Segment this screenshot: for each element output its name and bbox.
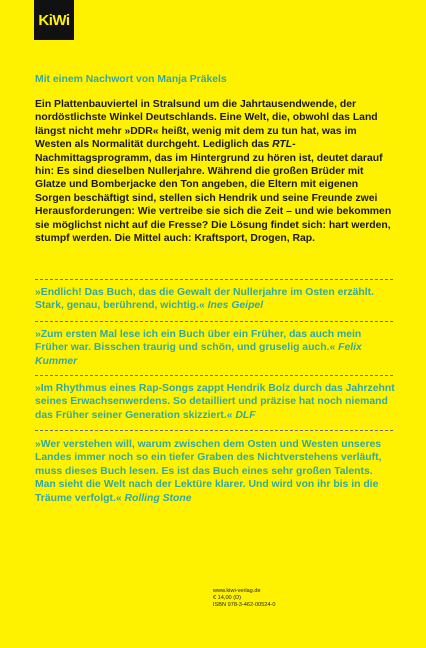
review-quote [35, 328, 395, 368]
quote-text: »Endlich! Das Buch, das die Gewalt der Nullerjahre im Osten erzählt. Stark, genau, berührend, wichtig.« [35, 287, 374, 312]
imprint [213, 588, 276, 610]
blurb-rtl: RTL [272, 139, 293, 151]
divider [35, 430, 393, 432]
blurb-text-2: -Nachmittagsprogramm, das im Hintergrund zu hören ist, deutet darauf hin: Es sind dieselben Nullerjahre. Während die großen Brüder mit Glatze und Bomberjacke den Ton angeben, die Eltern mit eigenen Sorgen beschäftigt sind, stellen sich Hendrik und seine Freunde zwei Herausforderungen: Wie vertreibe sie sich die Zeit – und wie bekommen sie möglichst nicht auf die Fresse? Die Lösung findet sich: hart werden, stumpf werden. Die Mittel auch: Kraftsport, Drogen, Rap. [35, 139, 392, 245]
quote-source: Rolling Stone [124, 492, 192, 504]
publisher-logo: KiWi [34, 0, 74, 40]
divider [35, 375, 393, 377]
afterword-note: Mit einem Nachwort von Manja Präkels [35, 74, 227, 85]
review-quote [35, 286, 395, 313]
quote-source: DLF [235, 409, 256, 421]
quote-text: »Zum ersten Mal lese ich ein Buch über ein Früher, das auch mein Früher war. Bisschen traurig und schön, und gruselig auch.« [35, 329, 362, 354]
barcode-area [282, 594, 394, 640]
review-quote [35, 438, 395, 505]
price: € 14,00 (D) [213, 595, 241, 602]
divider [35, 279, 393, 281]
review-quote [35, 382, 395, 422]
blurb-text-1: Ein Plattenbauviertel in Stralsund um die Jahrtausendwende, der nordöstlichste Winkel Deutschlands. Eine Welt, die, obwohl das Land längst nicht mehr »DDR« heißt, wenig mit dem zu tun hat, was im Westen als Normalität durchgeht. Lediglich das [35, 99, 378, 151]
publisher-url: www.kiwi-verlag.de [213, 588, 261, 594]
quote-text: »Im Rhythmus eines Rap-Songs zappt Hendrik Bolz durch das Jahrzehnt seines Erwachsenwerdens. So detailliert und präzise hat noch niemand das Früher seiner Generation skizziert.« [35, 383, 395, 421]
divider [35, 321, 393, 323]
quote-text: »Wer verstehen will, warum zwischen dem Osten und Westen unseres Landes immer noch so ein tiefer Graben des Nichtverstehens verläuft, muss dieses Buch lesen. Es ist das Buch eines sehr großen Talents. Man sieht die Welt nach der Lektüre klarer. Und wird von ihr bis in die Träume verfolgt.« [35, 439, 382, 504]
quote-source: Ines Geipel [207, 300, 264, 312]
isbn: ISBN 978-3-462-00524-0 [213, 602, 276, 609]
book-blurb [35, 98, 395, 245]
quote-source: Felix Kummer [35, 342, 362, 367]
